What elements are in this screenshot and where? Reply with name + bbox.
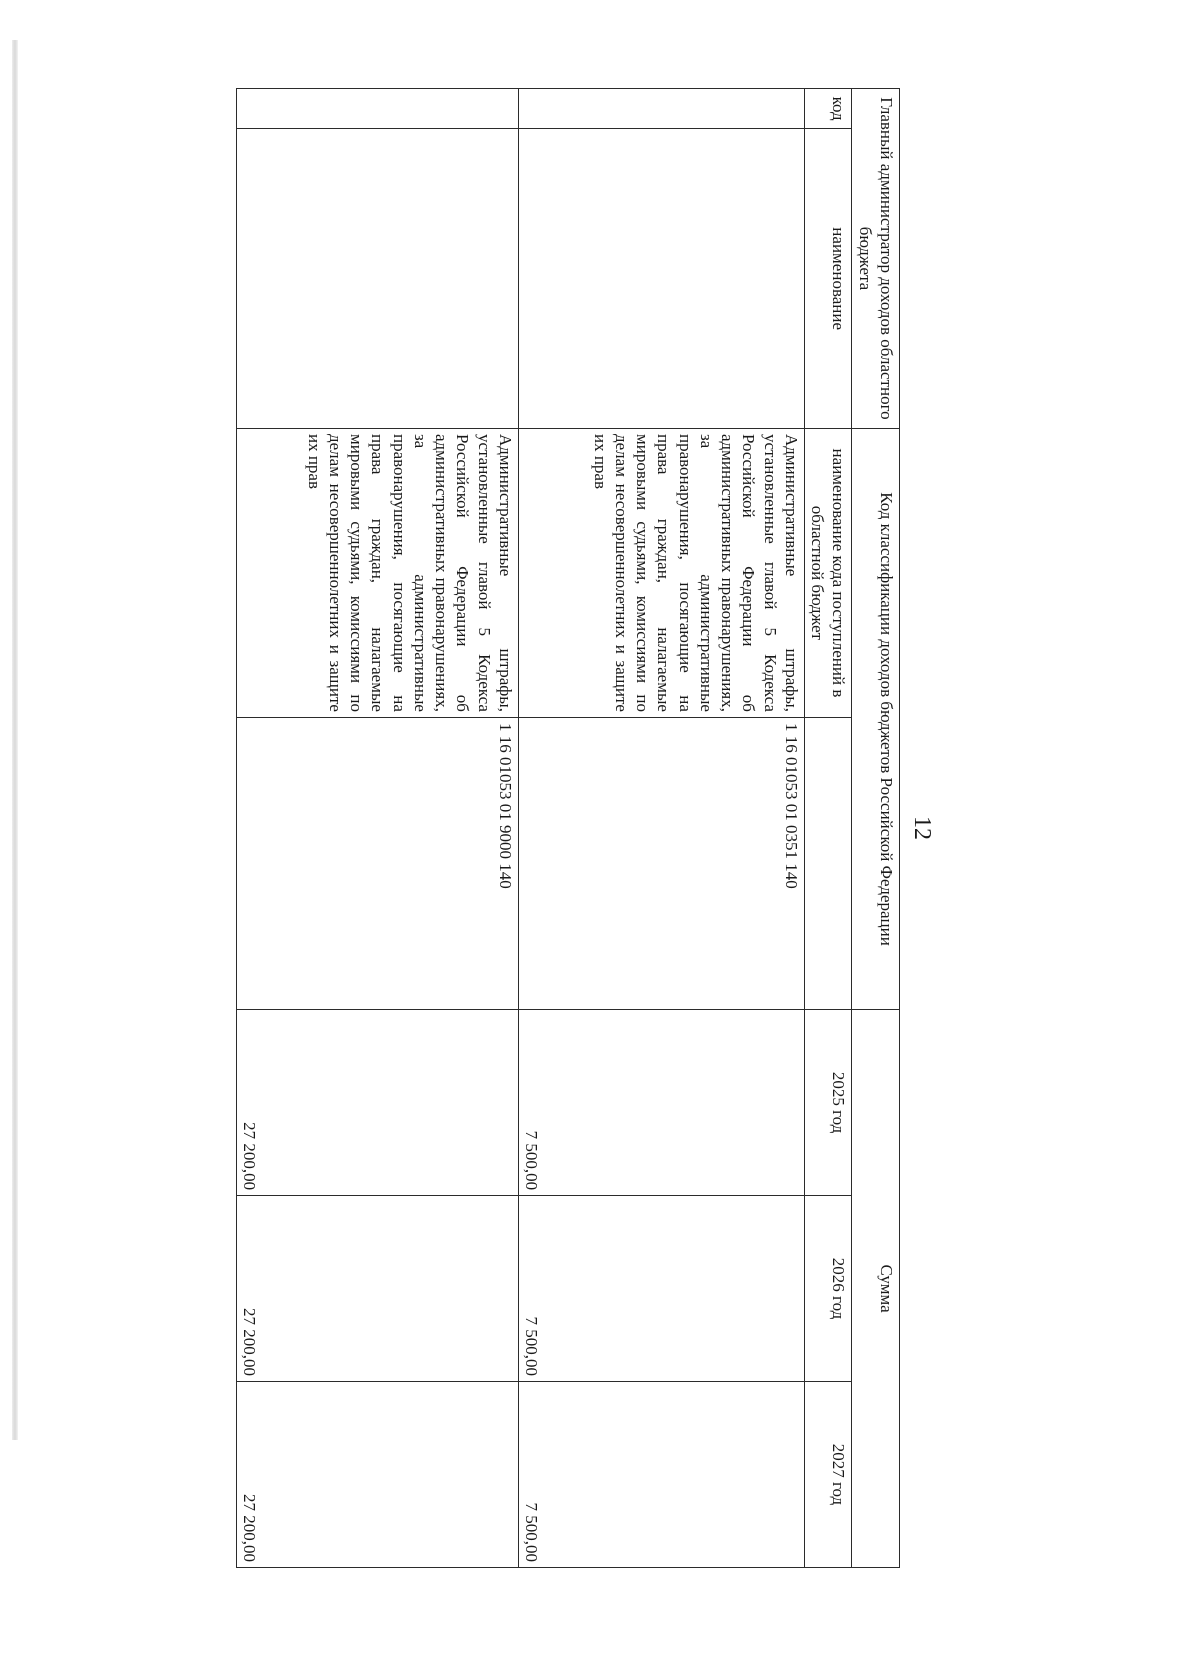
header-admin-code: код — [805, 89, 853, 129]
row-sum-2026: 27 200,00 — [237, 1196, 519, 1382]
row-description: Административные штрафы, установленные главой 5 Кодекса Российской Федерации об административных правонарушениях, за административные правонарушения, посягающие на права граждан, налагаемые мировыми судьями, комиссиями по делам несовершеннолетних и защите их прав — [237, 428, 519, 717]
table-row — [237, 89, 519, 1568]
row-sum-2027: 7 500,00 — [519, 1381, 805, 1567]
header-admin-name: наименование — [805, 129, 853, 429]
page-number: 12 — [909, 816, 935, 840]
header-classification-group: Код классификации доходов бюджетов Российской Федерации — [852, 428, 900, 1009]
header-year-2027: 2027 год — [805, 1381, 853, 1567]
rotated-page — [220, 88, 940, 1568]
header-sum-group: Сумма — [852, 1010, 900, 1568]
row-sum-2026: 7 500,00 — [519, 1196, 805, 1382]
header-row-2 — [805, 89, 853, 1568]
budget-table — [236, 88, 900, 1568]
header-income-code — [805, 717, 853, 1009]
header-year-2026: 2026 год — [805, 1196, 853, 1382]
row-description: Административные штрафы, установленные главой 5 Кодекса Российской Федерации об административных правонарушениях, за административные правонарушения, посягающие на права граждан, налагаемые мировыми судьями, комиссиями по делам несовершеннолетних и защите их прав — [519, 428, 805, 717]
row-admin-name — [519, 129, 805, 429]
header-admin-group: Главный администратор доходов областного бюджета — [852, 89, 900, 429]
row-income-code: 1 16 01053 01 9000 140 — [237, 717, 519, 1009]
header-classification-name: наименование кода поступлений в областной бюджет — [805, 428, 853, 717]
header-row-1 — [852, 89, 900, 1568]
row-admin-code — [519, 89, 805, 129]
header-year-2025: 2025 год — [805, 1010, 853, 1196]
row-sum-2025: 27 200,00 — [237, 1010, 519, 1196]
row-admin-code — [237, 89, 519, 129]
row-sum-2027: 27 200,00 — [237, 1381, 519, 1567]
scan-edge — [12, 40, 18, 1440]
row-sum-2025: 7 500,00 — [519, 1010, 805, 1196]
table-row — [519, 89, 805, 1568]
row-income-code: 1 16 01053 01 0351 140 — [519, 717, 805, 1009]
row-admin-name — [237, 129, 519, 429]
